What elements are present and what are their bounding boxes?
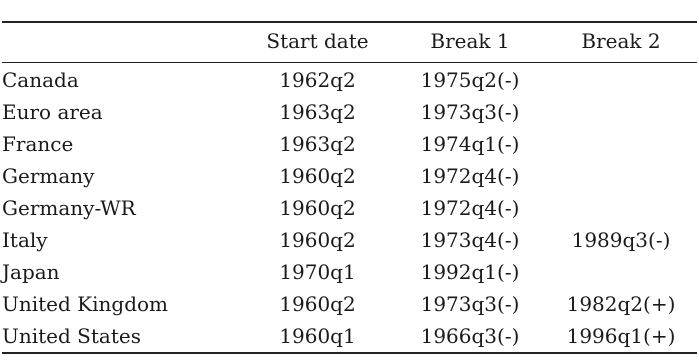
country-cell: Germany xyxy=(2,164,95,188)
country-cell: United States xyxy=(2,324,141,348)
break-2-cell xyxy=(545,192,697,224)
break-1-cell: 1975q2(-) xyxy=(420,68,520,92)
start-date-cell: 1963q2 xyxy=(279,132,356,156)
break-2-cell xyxy=(545,96,697,128)
table-row xyxy=(2,128,697,160)
break-1-cell: 1966q3(-) xyxy=(420,324,520,348)
header-break-2: Break 2 xyxy=(581,29,661,53)
header-break-1: Break 1 xyxy=(430,29,510,53)
header-start-date: Start date xyxy=(266,29,369,53)
data-table xyxy=(2,26,697,352)
start-date-cell: 1960q1 xyxy=(279,324,356,348)
top-rule xyxy=(2,21,697,23)
break-1-cell: 1992q1(-) xyxy=(420,260,520,284)
table-row xyxy=(2,192,697,224)
break-1-cell: 1973q3(-) xyxy=(420,292,520,316)
break-2-cell: 1996q1(+) xyxy=(566,324,676,348)
country-cell: Canada xyxy=(2,68,79,92)
start-date-cell: 1962q2 xyxy=(279,68,356,92)
start-date-cell: 1960q2 xyxy=(279,292,356,316)
break-2-cell: 1989q3(-) xyxy=(571,228,671,252)
table-row xyxy=(2,96,697,128)
break-1-cell: 1974q1(-) xyxy=(420,132,520,156)
break-1-cell: 1973q3(-) xyxy=(420,100,520,124)
start-date-cell: 1960q2 xyxy=(279,196,356,220)
break-2-cell xyxy=(545,62,697,96)
break-1-cell: 1972q4(-) xyxy=(420,196,520,220)
country-cell: Germany-WR xyxy=(2,196,136,220)
header-country xyxy=(2,26,240,62)
country-cell: France xyxy=(2,132,74,156)
table-row xyxy=(2,160,697,192)
start-date-cell: 1963q2 xyxy=(279,100,356,124)
country-cell: Euro area xyxy=(2,100,103,124)
table-row xyxy=(2,288,697,320)
country-cell: Italy xyxy=(2,228,48,252)
break-1-cell: 1973q4(-) xyxy=(420,228,520,252)
header-row xyxy=(2,26,697,62)
country-cell: United Kingdom xyxy=(2,292,168,316)
country-cell: Japan xyxy=(2,260,60,284)
break-2-cell: 1982q2(+) xyxy=(566,292,676,316)
break-2-cell xyxy=(545,160,697,192)
break-2-cell xyxy=(545,256,697,288)
start-date-cell: 1970q1 xyxy=(279,260,356,284)
table-row xyxy=(2,256,697,288)
bottom-rule xyxy=(2,352,697,354)
table-row xyxy=(2,224,697,256)
start-date-cell: 1960q2 xyxy=(279,164,356,188)
start-date-cell: 1960q2 xyxy=(279,228,356,252)
break-2-cell xyxy=(545,128,697,160)
table-row xyxy=(2,320,697,352)
table-row xyxy=(2,62,697,96)
break-1-cell: 1972q4(-) xyxy=(420,164,520,188)
